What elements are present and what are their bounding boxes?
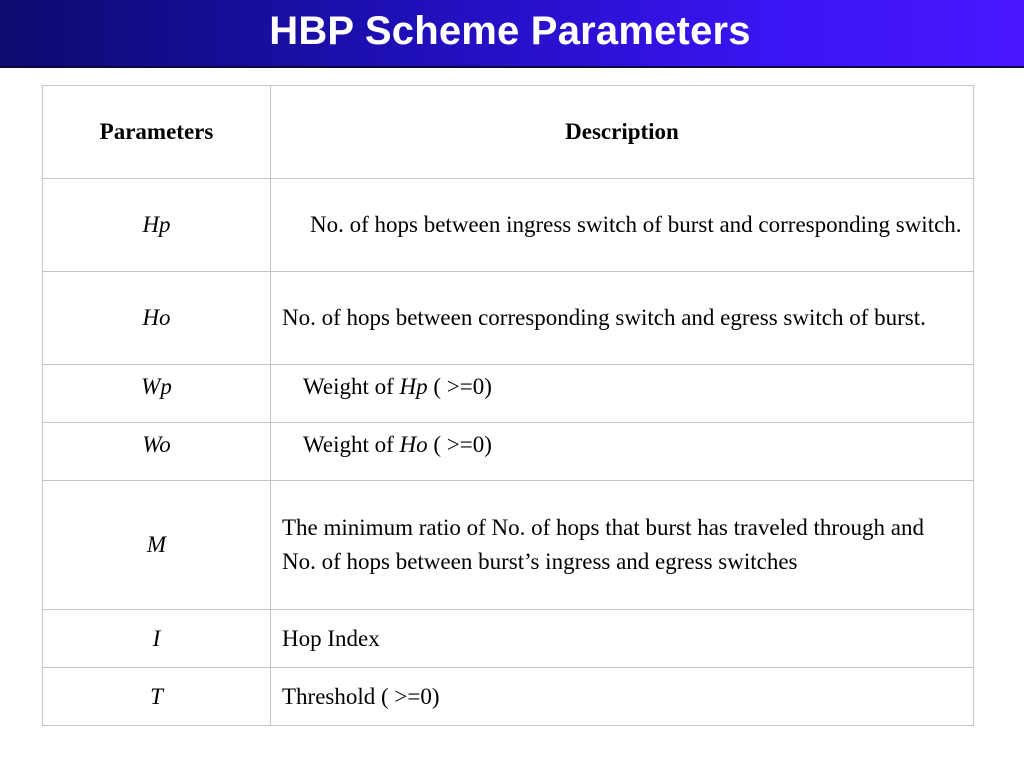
- description-text: ( >=0): [427, 374, 492, 399]
- table-row: [43, 272, 974, 365]
- table-row: [43, 365, 974, 423]
- description-cell: Threshold ( >=0): [271, 668, 974, 726]
- parameters-table: [42, 85, 974, 726]
- table-row: [43, 179, 974, 272]
- header-description: Description: [271, 86, 974, 179]
- param-cell: T: [43, 668, 271, 726]
- description-text: ( >=0): [427, 432, 492, 457]
- param-cell: Ho: [43, 272, 271, 365]
- description-cell: [271, 423, 974, 481]
- header-parameters: Parameters: [43, 86, 271, 179]
- table-row: [43, 423, 974, 481]
- description-cell: No. of hops between ingress switch of burst and corresponding switch.: [271, 179, 974, 272]
- description-cell: The minimum ratio of No. of hops that burst has traveled through and No. of hops between burst’s ingress and egress switches: [271, 481, 974, 610]
- description-variable: Ho: [399, 432, 428, 457]
- description-cell: No. of hops between corresponding switch and egress switch of burst.: [271, 272, 974, 365]
- param-cell: I: [43, 610, 271, 668]
- description-variable: Hp: [399, 374, 428, 399]
- table-header-row: [43, 86, 974, 179]
- slide-title: HBP Scheme Parameters: [269, 8, 751, 53]
- description-text: Weight of: [303, 374, 400, 399]
- param-cell: Wo: [43, 423, 271, 481]
- param-cell: M: [43, 481, 271, 610]
- description-cell: Hop Index: [271, 610, 974, 668]
- param-cell: Wp: [43, 365, 271, 423]
- param-cell: Hp: [43, 179, 271, 272]
- description-text: Weight of: [303, 432, 400, 457]
- description-cell: [271, 365, 974, 423]
- table-row: [43, 481, 974, 610]
- table-row: [43, 610, 974, 668]
- table-row: [43, 668, 974, 726]
- title-bar: [0, 0, 1024, 68]
